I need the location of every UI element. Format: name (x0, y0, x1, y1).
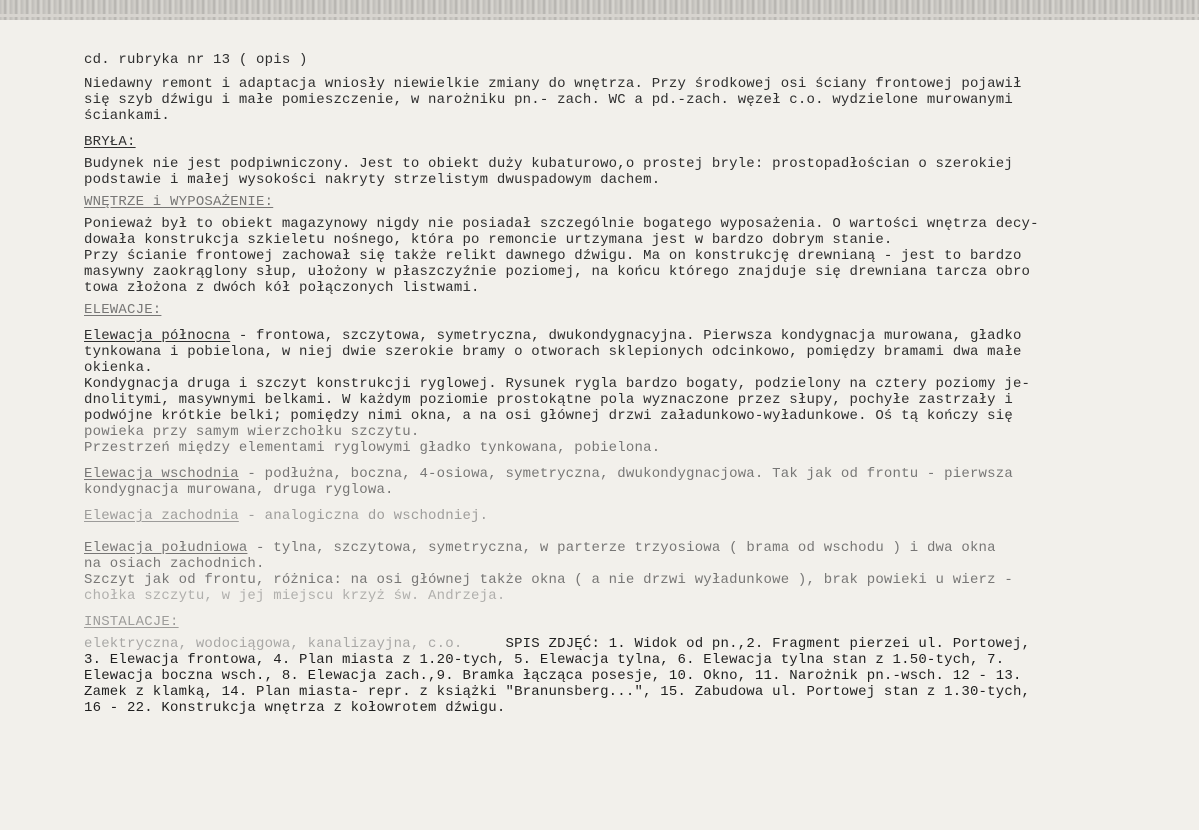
elewacja-line: - analogiczna do wschodniej. (238, 508, 489, 524)
heading-elewacje: ELEWACJE: (84, 302, 162, 318)
spis-zdjec-line: 3. Elewacja frontowa, 4. Plan miasta z 1.20-tych, 5. Elewacja tylna, 6. Elewacja tylna stan z 1.50-tych, 7. (84, 652, 1005, 668)
wnetrze-line: towa złożona z dwóch kół połączonych listwami. (84, 280, 480, 296)
heading-bryla: BRYŁA: (84, 134, 136, 150)
wnetrze-line: masywny zaokrąglony słup, ułożony w płaszczyźnie poziomej, na końcu którego znajduje się drewniana tarcza obro (84, 264, 1031, 280)
elewacja-line: dnolitymi, masywnymi belkami. W każdym poziomie prostokątne pola wyznaczone przez słupy, pochyłe zastrzały i (84, 392, 1013, 408)
elewacja-line: okienka. (84, 360, 153, 376)
bryla-paragraph (84, 156, 1164, 188)
section-title: cd. rubryka nr 13 ( opis ) (84, 52, 308, 68)
spis-zdjec-line: SPIS ZDJĘĆ: 1. Widok od pn.,2. Fragment pierzei ul. Portowej, (505, 636, 1031, 652)
elewacja-wschodnia-name: Elewacja wschodnia (84, 466, 239, 482)
instalacje-text: elektryczna, wodociągowa, kanalizayjna, c.o. (84, 636, 463, 652)
heading-wnetrze: WNĘTRZE i WYPOSAŻENIE: (84, 194, 274, 210)
elewacja-line: chołka szczytu, w jej miejscu krzyż św. Andrzeja. (84, 588, 506, 604)
intro-line: ściankami. (84, 108, 171, 124)
elewacja-polnocna-paragraph (84, 328, 1164, 456)
wnetrze-line: Ponieważ był to obiekt magazynowy nigdy nie posiadał szczególnie bogatego wyposażenia. O wartości wnętrza decy- (84, 216, 1039, 232)
elewacja-line: - podłużna, boczna, 4-osiowa, symetryczna, dwukondygnacjowa. Tak jak od frontu - pierwsza (238, 466, 1013, 482)
elewacja-line: powieka przy samym wierzchołku szczytu. (84, 424, 420, 440)
intro-line: Niedawny remont i adaptacja wniosły niewielkie zmiany do wnętrza. Przy środkowej osi ściany frontowej pojawił (84, 76, 1022, 92)
wnetrze-line: Przy ścianie frontowej zachował się także relikt dawnego dźwigu. Ma on konstrukcję drewnianą - jest to bardzo (84, 248, 1022, 264)
elewacja-line: - tylna, szczytowa, symetryczna, w parterze trzyosiowa ( brama od wschodu ) i dwa okna (247, 540, 996, 556)
typewritten-document (84, 52, 1164, 716)
wnetrze-line: dowała konstrukcja szkieletu nośnego, która po remoncie urtzymana jest w bardzo dobrym stanie. (84, 232, 893, 248)
top-edge-strip (0, 14, 1199, 17)
elewacja-line: Przestrzeń między elementami ryglowymi gładko tynkowana, pobielona. (84, 440, 661, 456)
spis-zdjec-line: 16 - 22. Konstrukcja wnętrza z kołowrotem dźwigu. (84, 700, 506, 716)
elewacja-line: Kondygnacja druga i szczyt konstrukcji ryglowej. Rysunek rygla bardzo bogaty, podzielony na cztery poziomy je- (84, 376, 1031, 392)
elewacja-poludniowa-name: Elewacja południowa (84, 540, 248, 556)
intro-line: się szyb dźwigu i małe pomieszczenie, w narożniku pn.- zach. WC a pd.-zach. węzeł c.o. wydzielone murowanymi (84, 92, 1013, 108)
elewacja-polnocna-name: Elewacja północna (84, 328, 231, 344)
spis-zdjec-line: Elewacja boczna wsch., 8. Elewacja zach.,9. Bramka łącząca posesje, 10. Okno, 11. Narożnik pn.-wsch. 12 - 13. (84, 668, 1022, 684)
elewacja-wschodnia-paragraph (84, 466, 1164, 498)
spis-zdjec-line: Zamek z klamką, 14. Plan miasta- repr. z książki "Branunsberg...", 15. Zabudowa ul. Portowej stan z 1.30-tych, (84, 684, 1031, 700)
spis-zdjec-paragraph (84, 636, 1164, 716)
elewacja-line: - frontowa, szczytowa, symetryczna, dwukondygnacyjna. Pierwsza kondygnacja murowana, gładko (230, 328, 1022, 344)
torn-top-edge (0, 0, 1199, 20)
elewacja-line: kondygnacja murowana, druga ryglowa. (84, 482, 394, 498)
intro-paragraph (84, 76, 1164, 124)
elewacja-line: na osiach zachodnich. (84, 556, 265, 572)
elewacja-zachodnia-name: Elewacja zachodnia (84, 508, 239, 524)
bryla-line: podstawie i małej wysokości nakryty strzelistym dwuspadowym dachem. (84, 172, 661, 188)
wnetrze-paragraph (84, 216, 1164, 296)
bryla-line: Budynek nie jest podpiwniczony. Jest to obiekt duży kubaturowo,o prostej bryle: prostopadłościan o szerokiej (84, 156, 1013, 172)
elewacja-line: podwójne krótkie belki; pomiędzy nimi okna, a na osi głównej drzwi załadunkowo-wyładunkowe. Oś tą kończy się (84, 408, 1013, 424)
heading-instalacje: INSTALACJE: (84, 614, 179, 630)
elewacja-line: tynkowana i pobielona, w niej dwie szerokie bramy o otworach sklepionych odcinkowo, pomiędzy bramami dwa małe (84, 344, 1022, 360)
elewacja-line: Szczyt jak od frontu, różnica: na osi głównej także okna ( a nie drzwi wyładunkowe ), brak powieki u wierz - (84, 572, 1013, 588)
elewacja-poludniowa-paragraph (84, 540, 1164, 604)
elewacja-zachodnia-paragraph (84, 508, 1164, 524)
